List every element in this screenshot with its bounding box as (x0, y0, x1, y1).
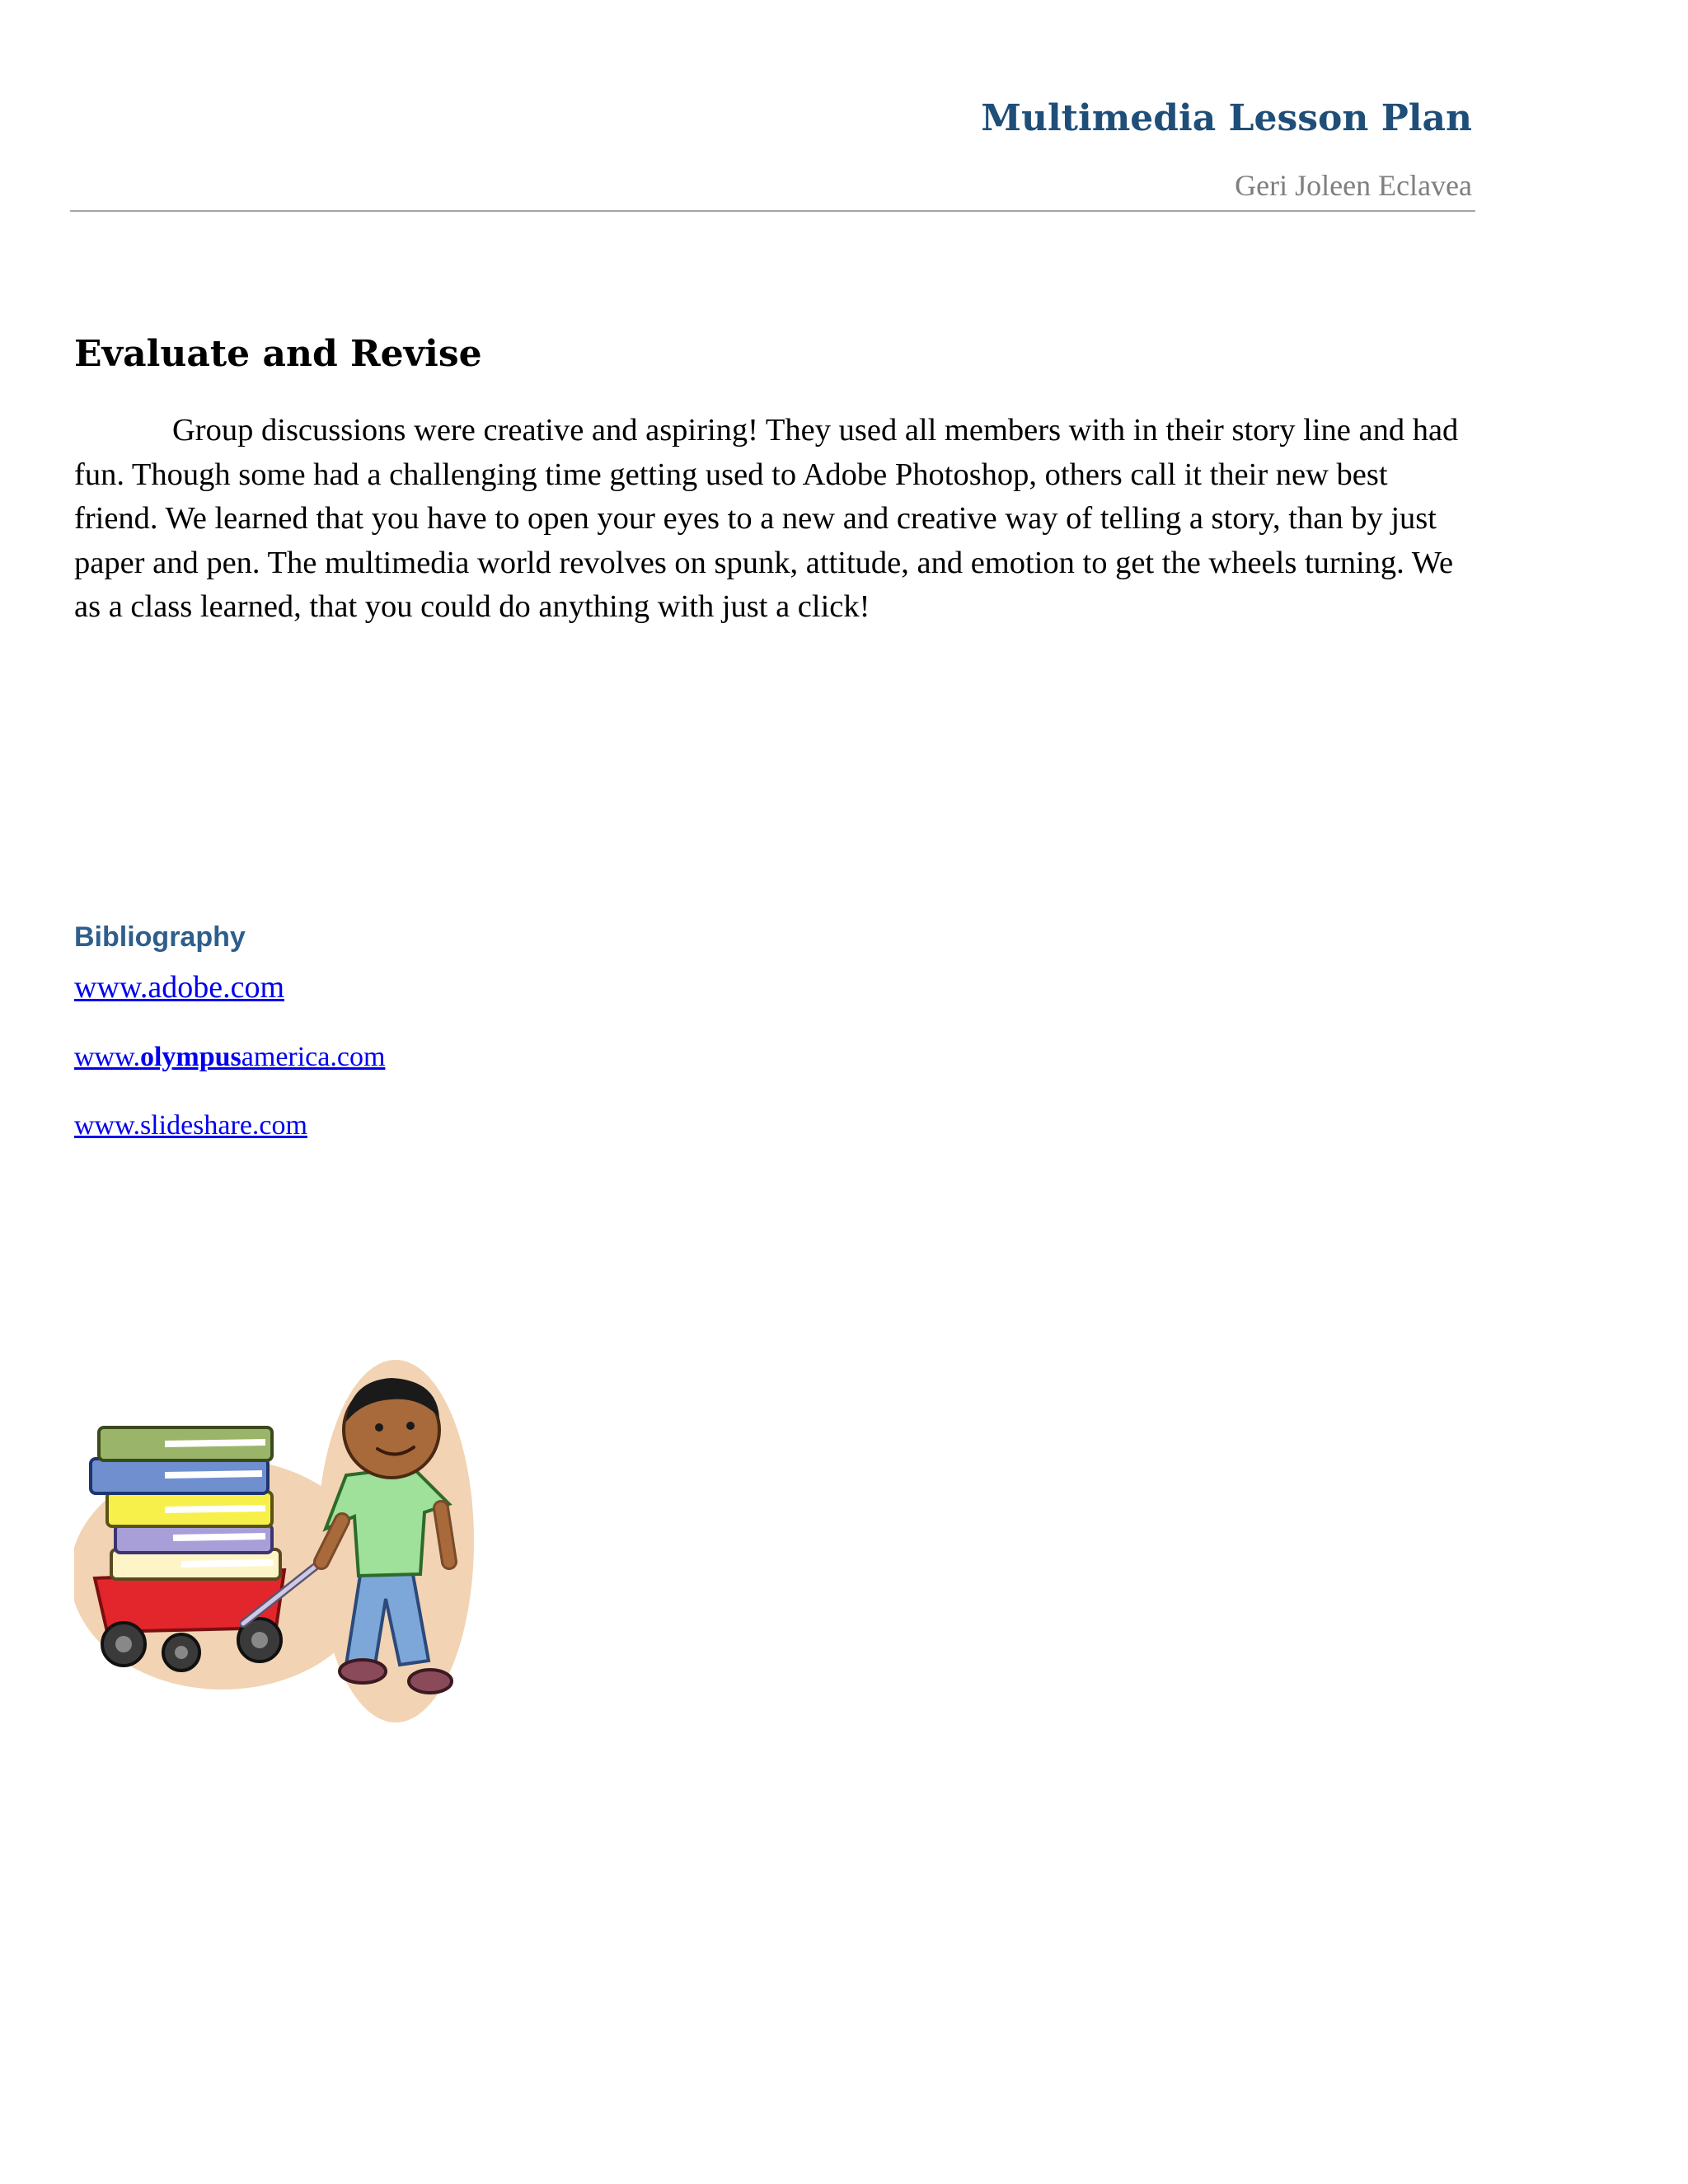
header-divider (70, 210, 1475, 212)
boy-pulling-wagon-of-books-icon (74, 1352, 486, 1731)
link-bold-part: olympus (139, 1042, 241, 1072)
link-suffix: america.com (241, 1042, 386, 1072)
document-title: Multimedia Lesson Plan (981, 97, 1472, 139)
document-author: Geri Joleen Eclavea (1235, 169, 1472, 202)
section-heading: Evaluate and Revise (74, 333, 482, 375)
bibliography-link-slideshare[interactable]: www.slideshare.com (74, 1110, 307, 1141)
link-prefix: www. (74, 1042, 140, 1072)
bibliography-link-adobe[interactable]: www.adobe.com (74, 970, 285, 1005)
bibliography-heading: Bibliography (74, 921, 246, 953)
bibliography-link-olympus[interactable] (74, 1042, 385, 1073)
section-paragraph: Group discussions were creative and aspiring! They used all members with in their story line and had fun. Though some had a challenging time getting used to Adobe Photoshop, others call it their new best friend. We learned that you have to open your eyes to a new and creative way of telling a story, than by just paper and pen. The multimedia world revolves on spunk, attitude, and emotion to get the wheels turning. We as a class learned, that you could do anything with just a click! (74, 413, 1459, 624)
